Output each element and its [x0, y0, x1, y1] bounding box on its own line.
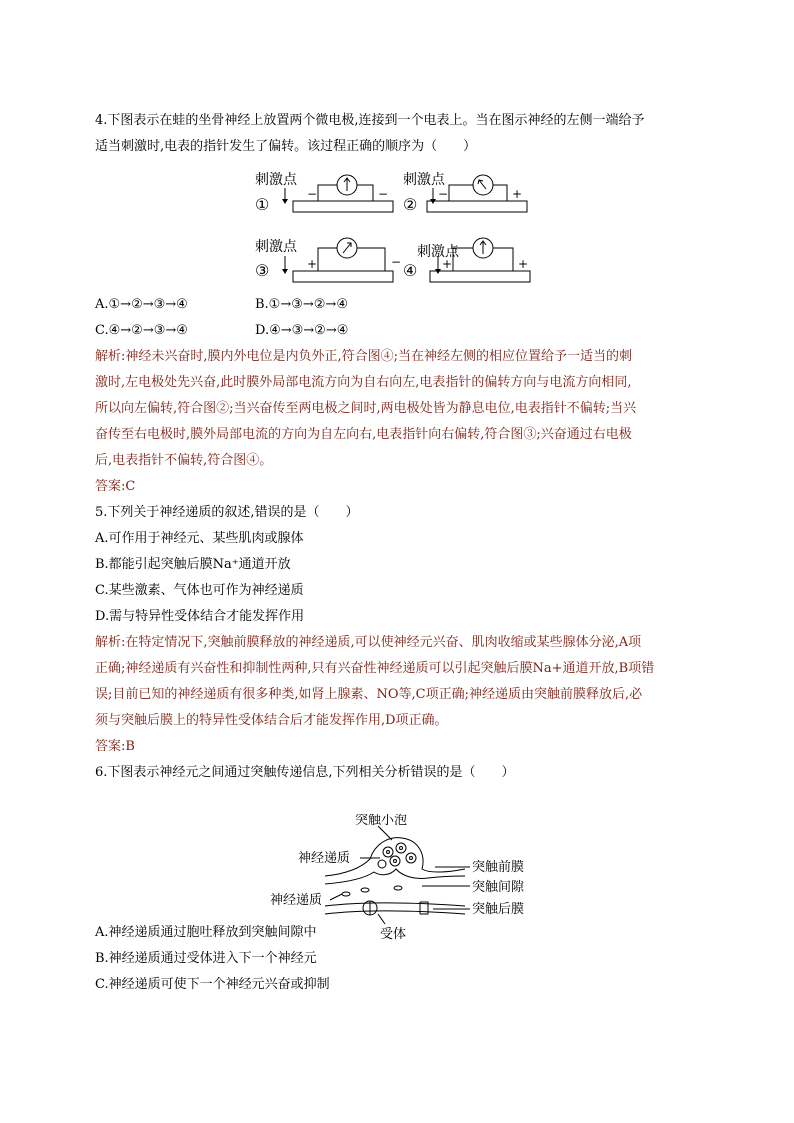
q5-analysis-line: 误;目前已知的神经递质有很多种类,如肾上腺素、NO等,C项正确;神经递质由突触前膜释放后,必: [95, 687, 643, 702]
q6-label-receptor: 受体: [380, 927, 407, 942]
page-content: [95, 108, 715, 998]
q6-label-post-membrane: 突触后膜: [472, 902, 525, 917]
q5-answer: 答案:B: [95, 739, 135, 754]
q4-options-row2: [95, 318, 715, 344]
q5-analysis-line: 解析:在特定情况下,突触前膜释放的神经递质,可以使神经元兴奋、肌肉收缩或某些腺体分泌,A项: [95, 635, 642, 650]
q4-answer: 答案:C: [95, 479, 136, 494]
q4-sign-2r: +: [512, 187, 523, 201]
q5-option-c: C.某些激素、气体也可作为神经递质: [95, 583, 304, 598]
q6-label-vesicle: 突触小泡: [355, 814, 408, 828]
q6-label-cleft: 突触间隙: [472, 880, 525, 895]
q4-stem-line2: 适当刺激时,电表的指针发生了偏转。该过程正确的顺序为（ ）: [95, 139, 477, 154]
q4-option-a: A.①→②→③→④: [95, 297, 188, 312]
q4-stim-label-3: 刺激点: [255, 239, 297, 255]
q5-option-d: D.需与特异性受体结合才能发挥作用: [95, 609, 305, 624]
q4-option-b: B.①→③→②→④: [255, 297, 348, 312]
q6-synapse-figure: [270, 814, 530, 942]
q5-option-a: A.可作用于神经元、某些肌肉或腺体: [95, 531, 304, 546]
q4-sign-1l: −: [307, 187, 318, 201]
q4-stem-line1: 4.下图表示在蛙的坐骨神经上放置两个微电极,连接到一个电表上。当在图示神经的左侧一端给予: [95, 113, 645, 128]
q5-option-b: B.都能引起突触后膜Na⁺通道开放: [95, 557, 291, 572]
q5-analysis-line: 须与突触后膜上的特异性受体结合后才能发挥作用,D项正确。: [95, 713, 448, 728]
q4-sign-4r: +: [518, 257, 529, 271]
q4-panel-1: ①: [255, 195, 270, 214]
q4-sign-3r: −: [391, 255, 402, 269]
q4-sign-2l: −: [438, 187, 449, 201]
q4-electrode-figure: [255, 166, 555, 296]
q6-option-b: B.神经递质通过受体进入下一个神经元: [95, 951, 317, 966]
q4-analysis-line: 所以向左偏转,符合图②;当兴奋传至两电极之间时,两电极处皆为静息电位,电表指针不偏转;当兴: [95, 401, 637, 416]
q4-analysis-line: 解析:神经未兴奋时,膜内外电位是内负外正,符合图④;当在神经左侧的相应位置给予一适当的刺: [95, 349, 633, 364]
q4-analysis-line: 后,电表指针不偏转,符合图④。: [95, 453, 273, 468]
q4-panel-3: ③: [255, 261, 270, 280]
q6-label-pre-membrane: 突触前膜: [472, 860, 525, 875]
q4-analysis-line: 奋传至右电极时,膜外局部电流的方向为自左向右,电表指针向右偏转,符合图③;兴奋通过右电极: [95, 427, 632, 442]
q4-stim-label-2: 刺激点: [403, 172, 445, 188]
q4-sign-1r: −: [378, 187, 389, 201]
q4-stim-label-1: 刺激点: [255, 172, 297, 188]
q4-option-c: C.④→②→③→④: [95, 323, 188, 338]
q4-analysis-line: 激时,左电极处先兴奋,此时膜外局部电流方向为自右向左,电表指针的偏转方向与电流方向相同,: [95, 375, 632, 390]
q5-stem: 5.下列关于神经递质的叙述,错误的是（ ）: [95, 505, 359, 520]
q4-stim-label-4: 刺激点: [417, 244, 459, 260]
q4-panel-4: ④: [403, 261, 418, 280]
q6-stem: 6.下图表示神经元之间通过突触传递信息,下列相关分析错误的是（ ）: [95, 765, 515, 780]
q4-option-d: D.④→③→②→④: [255, 323, 349, 338]
q6-label-nt-left: 神经递质: [270, 893, 323, 908]
q6-label-nt-top: 神经递质: [298, 851, 351, 866]
q6-option-c: C.神经递质可使下一个神经元兴奋或抑制: [95, 977, 330, 992]
q5-analysis-line: 正确;神经递质有兴奋性和抑制性两种,只有兴奋性神经递质可以引起突触后膜Na+通道开放,B项错: [95, 661, 655, 676]
q4-panel-2: ②: [403, 195, 418, 214]
q6-option-a: A.神经递质通过胞吐释放到突触间隙中: [95, 925, 317, 940]
q4-sign-3l: +: [307, 257, 318, 271]
q4-sign-4l: +: [442, 257, 453, 271]
